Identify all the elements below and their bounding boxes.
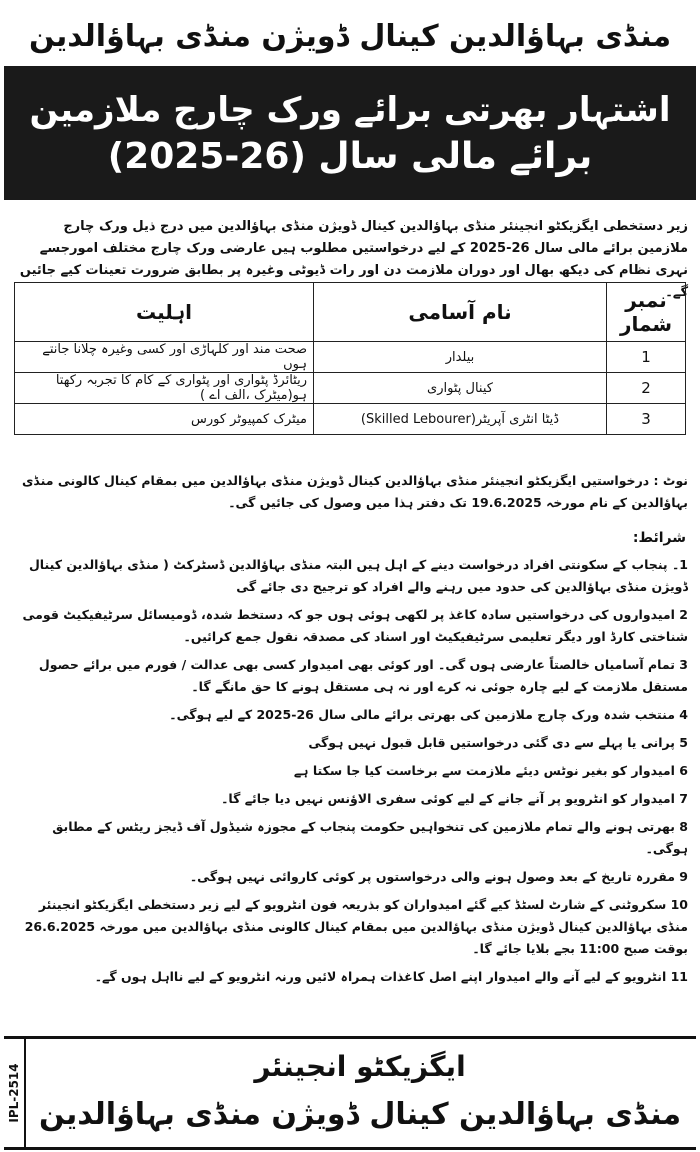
condition-item: 6 امیدوار کو بغیر نوٹس دیئے ملازمت سے برخاست کیا جا سکتا ہے — [293, 763, 688, 778]
header-sr: نمبر شمار — [607, 283, 686, 342]
cell-sr: 1 — [607, 342, 686, 373]
table-row — [15, 373, 686, 404]
posts-table — [14, 282, 686, 435]
condition-item: 9 مقررہ تاریخ کے بعد وصول ہونے والی درخواستوں پر کوئی کاروائی نہیں ہوگی۔ — [189, 869, 688, 884]
ipl-code: IPL-2514 — [7, 1063, 21, 1123]
note-text: درخواستیں ایگزیکٹو انجینئر منڈی بہاؤالدین کینال ڈویژن منڈی بہاؤالدین میں بمقام کینال کالونی منڈی بہاؤالدین کے نام مورخہ 19.6.2025 تک دفتر ہذا میں وصول کی جائیں گی۔ — [21, 473, 688, 510]
cell-post: ڈیٹا انٹری آپریٹر(Skilled Lebourer) — [314, 404, 607, 435]
cell-sr: 2 — [607, 373, 686, 404]
condition-item: 1۔ پنجاب کے سکونتی افراد درخواست دینے کے اہل ہیں البتہ منڈی بہاؤالدین ڈسٹرکٹ ( منڈی بہاؤالدین کینال ڈویژن منڈی بہاؤالدین کی حدود میں رہنے والے افراد کو ترجیح دی جائے گی — [28, 557, 688, 594]
condition-item: 4 منتخب شدہ ورک چارج ملازمین کی بھرتی برائے مالی سال 26-2025 کے لیے ہوگی۔ — [169, 707, 688, 722]
cell-qualification: ریٹائرڈ پٹواری اور پٹواری کے کام کا تجربہ رکھتا ہو(میٹرک ،الف اے ) — [15, 373, 314, 404]
banner-subtitle: برائے مالی سال (26-2025) — [107, 136, 593, 177]
title-banner — [4, 66, 696, 200]
condition-item: 2 امیدواروں کی درخواستیں سادہ کاغذ پر لکھی ہوئی ہوں جو کہ دستخط شدہ، ڈومیسائل سرٹیفیکیٹ قومی شناختی کارڈ اور دیگر تعلیمی سرٹیفیکیٹ اور اسناد کی مصدقہ نقول جمع کرائیں۔ — [22, 607, 688, 644]
intro-paragraph: زیر دستخطی ایگزیکٹو انجینئر منڈی بہاؤالدین کینال ڈویژن منڈی بہاؤالدین میں درج ذیل ورک چارج ملازمین برائے مالی سال 26-2025 کے لیے درخواستیں مطلوب ہیں عارضی ورک چارج مختلف امورجسے نہری نظام کی دیکھ بھال اور دوران ملازمت دن اور رات ڈیوٹی وغیرہ پر بطابق ضرورت تعینات کیے جائیں گے۔ — [19, 219, 688, 300]
header-post: نام آسامی — [314, 283, 607, 342]
condition-item: 7 امیدوار کو انٹرویو پر آنے جانے کے لیے کوئی سفری الاؤنس نہیں دیا جائے گا۔ — [221, 791, 688, 806]
condition-item: 10 سکروٹنی کے شارٹ لسٹڈ کیے گئے امیدواران کو بذریعہ فون انٹرویو کے لیے زیر دستخطی ایگزیکٹو انجینئر منڈی بہاؤالدین کینال ڈویژن منڈی بہاؤالدین میں بمقام کینال کالونی منڈی بہاؤالدین میں مورخہ 26.6.2025 بوقت صبح 11:00 بجے بلایا جائے گا۔ — [24, 897, 688, 956]
condition-item: 11 انٹرویو کے لیے آنے والے امیدوار اپنے اصل کاغذات ہمراہ لائیں ورنہ انٹرویو کے لیے نااہل ہوں گے۔ — [94, 969, 688, 984]
header-qualification: اہلیت — [15, 283, 314, 342]
ipl-code-box — [4, 1036, 26, 1150]
condition-item: 8 بھرتی ہونے والے تمام ملازمین کی تنخواہیں حکومت پنجاب کے مجوزہ شیڈول آف ڈیجز ریٹس کے مطابق ہوگی۔ — [52, 819, 688, 856]
table-row — [15, 404, 686, 435]
signatory-office: منڈی بہاؤالدین کینال ڈویژن منڈی بہاؤالدین — [38, 1097, 682, 1132]
conditions-heading: شرائط: — [632, 530, 686, 546]
table-header-row — [15, 283, 686, 342]
cell-post: بیلدار — [314, 342, 607, 373]
condition-item: 3 تمام آسامیاں خالصتاً عارضی ہوں گی۔ اور کوئی بھی امیدوار کسی بھی عدالت / فورم میں برائے حصول مستقل ملازمت کے لیے چارہ جوئی نہ کرے اور نہ ہی مستقل ہونے کا حق مانگے گا۔ — [38, 657, 688, 694]
note-label: نوٹ — [662, 473, 688, 488]
cell-post: کینال پٹواری — [314, 373, 607, 404]
cell-qualification: میٹرک کمپیوٹر کورس — [15, 404, 314, 435]
condition-item: 5 پرانی یا پہلے سے دی گئی درخواستیں قابل قبول نہیں ہوگی — [308, 735, 688, 750]
table-row — [15, 342, 686, 373]
cell-sr: 3 — [607, 404, 686, 435]
organization-title: منڈی بہاؤالدین کینال ڈویژن منڈی بہاؤالدین — [28, 19, 672, 54]
signatory-designation: ایگزیکٹو انجینئر — [254, 1050, 466, 1083]
banner-title: اشتہار بھرتی برائے ورک چارج ملازمین — [29, 90, 671, 130]
cell-qualification: صحت مند اور کلہاڑی اور کسی وغیرہ چلانا جانتے ہوں — [15, 342, 314, 373]
note-paragraph: نوٹ : درخواستیں ایگزیکٹو انجینئر منڈی بہاؤالدین کینال ڈویژن منڈی بہاؤالدین میں بمقام کینال کالونی منڈی بہاؤالدین کے نام مورخہ 19.6.2025 تک دفتر ہذا میں وصول کی جائیں گی۔ — [21, 473, 688, 510]
conditions-list — [12, 554, 688, 994]
